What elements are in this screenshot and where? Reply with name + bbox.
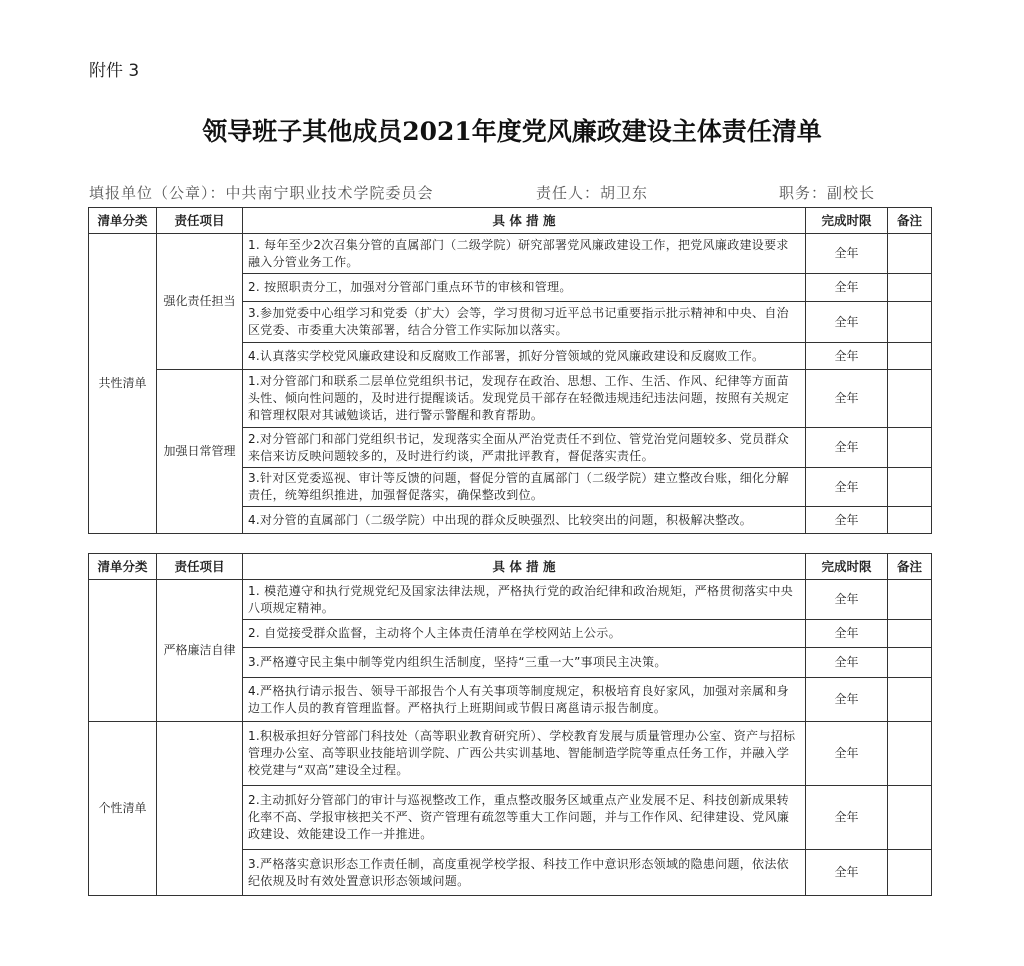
- header-deadline: 完成时限: [806, 208, 888, 234]
- remarks-cell: [888, 274, 932, 302]
- remarks-cell: [888, 620, 932, 648]
- header-remarks: 备注: [888, 554, 932, 580]
- deadline-cell: 全年: [806, 234, 888, 274]
- individual-list-table: [88, 553, 932, 896]
- deadline-cell: 全年: [806, 370, 888, 428]
- item-cell: 严格廉洁自律: [157, 580, 243, 722]
- category-cell: [89, 580, 157, 722]
- measure-cell: 4.严格执行请示报告、领导干部报告个人有关事项等制度规定，积极培育良好家风，加强对亲属和身边工作人员的教育管理监督。严格执行上班期间或节假日离邕请示报告制度。: [243, 678, 806, 722]
- measure-cell: 2. 自觉接受群众监督，主动将个人主体责任清单在学校网站上公示。: [243, 620, 806, 648]
- remarks-cell: [888, 370, 932, 428]
- deadline-cell: 全年: [806, 343, 888, 370]
- measure-cell: 3.参加党委中心组学习和党委（扩大）会等，学习贯彻习近平总书记重要指示批示精神和中央、自治区党委、市委重大决策部署，结合分管工作实际加以落实。: [243, 302, 806, 343]
- deadline-cell: 全年: [806, 620, 888, 648]
- item-cell: [157, 722, 243, 896]
- remarks-cell: [888, 507, 932, 534]
- table-row: [89, 234, 932, 274]
- remarks-cell: [888, 678, 932, 722]
- remarks-cell: [888, 722, 932, 786]
- filing-unit: 填报单位（公章）：中共南宁职业技术学院委员会: [89, 184, 434, 202]
- header-item: 责任项目: [157, 554, 243, 580]
- header-measures: 具 体 措 施: [243, 208, 806, 234]
- document-title: 领导班子其他成员2021年度党风廉政建设主体责任清单: [202, 117, 822, 146]
- measure-cell: 1. 每年至少2次召集分管的直属部门（二级学院）研究部署党风廉政建设工作，把党风廉政建设要求融入分管业务工作。: [243, 234, 806, 274]
- remarks-cell: [888, 428, 932, 468]
- measure-cell: 2.对分管部门和部门党组织书记，发现落实全面从严治党责任不到位、管党治党问题较多、党员群众来信来访反映问题较多的，及时进行约谈，严肃批评教育，督促落实责任。: [243, 428, 806, 468]
- deadline-cell: 全年: [806, 274, 888, 302]
- measure-cell: 3.严格落实意识形态工作责任制，高度重视学校学报、科技工作中意识形态领域的隐患问题，依法依纪依规及时有效处置意识形态领域问题。: [243, 850, 806, 896]
- deadline-cell: 全年: [806, 428, 888, 468]
- item-cell: 强化责任担当: [157, 234, 243, 370]
- remarks-cell: [888, 648, 932, 678]
- measure-cell: 2. 按照职责分工，加强对分管部门重点环节的审核和管理。: [243, 274, 806, 302]
- measure-cell: 3.严格遵守民主集中制等党内组织生活制度，坚持“三重一大”事项民主决策。: [243, 648, 806, 678]
- item-cell: 加强日常管理: [157, 370, 243, 534]
- table-header-row: [89, 208, 932, 234]
- measure-cell: 4.对分管的直属部门（二级学院）中出现的群众反映强烈、比较突出的问题，积极解决整改。: [243, 507, 806, 534]
- header-category: 清单分类: [89, 208, 157, 234]
- responsible-person: 责任人：胡卫东: [536, 184, 649, 202]
- deadline-cell: 全年: [806, 302, 888, 343]
- measure-cell: 1. 模范遵守和执行党规党纪及国家法律法规，严格执行党的政治纪律和政治规矩，严格贯彻落实中央八项规定精神。: [243, 580, 806, 620]
- deadline-cell: 全年: [806, 580, 888, 620]
- table-row: [89, 580, 932, 620]
- header-item: 责任项目: [157, 208, 243, 234]
- header-deadline: 完成时限: [806, 554, 888, 580]
- header-remarks: 备注: [888, 208, 932, 234]
- header-category: 清单分类: [89, 554, 157, 580]
- remarks-cell: [888, 786, 932, 850]
- table-row: [89, 370, 932, 428]
- common-list-table: [88, 207, 932, 534]
- header-measures: 具 体 措 施: [243, 554, 806, 580]
- measure-cell: 1.积极承担好分管部门科技处（高等职业教育研究所）、学校教育发展与质量管理办公室、资产与招标管理办公室、高等职业技能培训学院、广西公共实训基地、智能制造学院等重点任务工作，并融入学校党建与“双高”建设全过程。: [243, 722, 806, 786]
- position: 职务：副校长: [779, 184, 876, 202]
- remarks-cell: [888, 580, 932, 620]
- deadline-cell: 全年: [806, 786, 888, 850]
- remarks-cell: [888, 468, 932, 507]
- category-cell: 个性清单: [89, 722, 157, 896]
- measure-cell: 1.对分管部门和联系二层单位党组织书记，发现存在政治、思想、工作、生活、作风、纪律等方面苗头性、倾向性问题的，及时进行提醒谈话。发现党员干部存在轻微违规违纪违法问题，按照有关规定和管理权限对其诫勉谈话，进行警示警醒和教育帮助。: [243, 370, 806, 428]
- remarks-cell: [888, 234, 932, 274]
- deadline-cell: 全年: [806, 648, 888, 678]
- table-header-row: [89, 554, 932, 580]
- deadline-cell: 全年: [806, 507, 888, 534]
- remarks-cell: [888, 850, 932, 896]
- remarks-cell: [888, 343, 932, 370]
- deadline-cell: 全年: [806, 468, 888, 507]
- table-row: [89, 722, 932, 786]
- measure-cell: 3.针对区党委巡视、审计等反馈的问题，督促分管的直属部门（二级学院）建立整改台账，细化分解责任，统筹组织推进，加强督促落实，确保整改到位。: [243, 468, 806, 507]
- measure-cell: 2.主动抓好分管部门的审计与巡视整改工作，重点整改服务区域重点产业发展不足、科技创新成果转化率不高、学报审核把关不严、资产管理有疏忽等重大工作问题，并与工作作风、纪律建设、党风廉政建设、效能建设工作一并推进。: [243, 786, 806, 850]
- deadline-cell: 全年: [806, 678, 888, 722]
- remarks-cell: [888, 302, 932, 343]
- measure-cell: 4.认真落实学校党风廉政建设和反腐败工作部署，抓好分管领域的党风廉政建设和反腐败工作。: [243, 343, 806, 370]
- deadline-cell: 全年: [806, 850, 888, 896]
- attachment-label: 附件 3: [89, 61, 140, 81]
- category-cell: 共性清单: [89, 234, 157, 534]
- deadline-cell: 全年: [806, 722, 888, 786]
